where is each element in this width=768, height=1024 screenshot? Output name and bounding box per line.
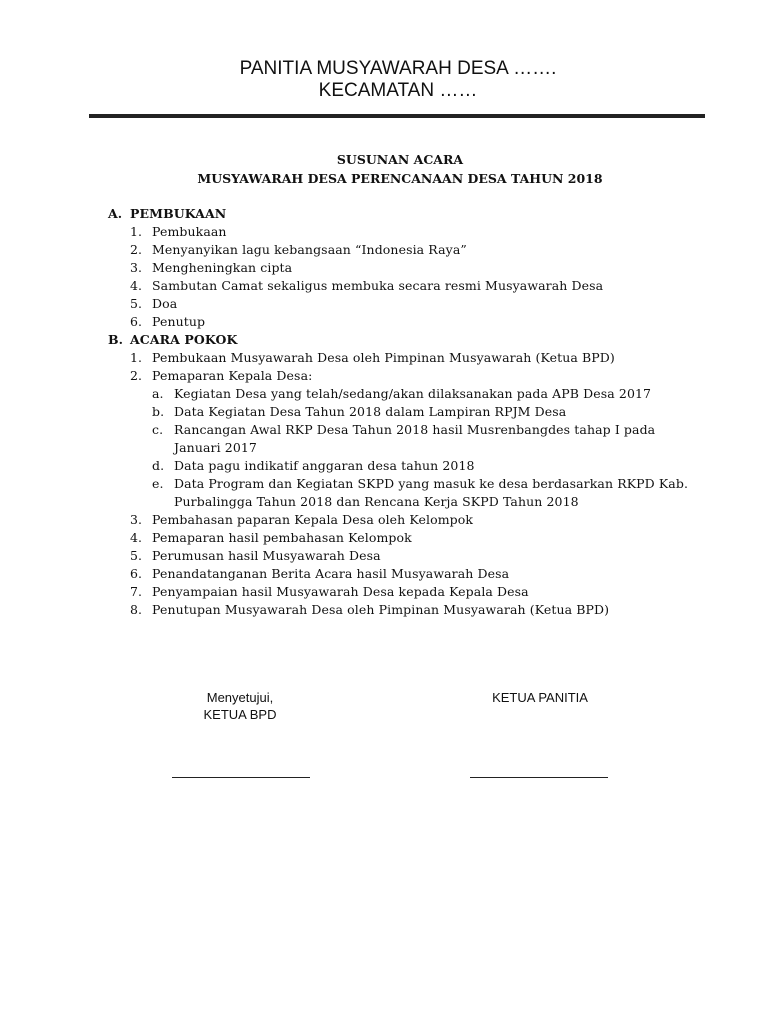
section-marker: B. [108,332,124,347]
item-text: Penandatanganan Berita Acara hasil Musyawarah Desa [152,566,510,581]
item-text: Penutup [152,314,206,329]
section-title: PEMBUKAAN [130,206,227,221]
signature-approval-label: Menyetujui, [206,690,274,705]
sub-list-item [108,475,708,511]
item-text: Doa [152,296,178,311]
item-number: 6. [130,566,143,581]
list-item [108,547,708,565]
sub-item-text: Data pagu indikatif anggaran desa tahun 2018 [174,458,475,473]
list-item [108,529,708,547]
list-item [108,511,708,529]
section-heading [108,205,708,223]
title-line-1: SUSUNAN ACARA [336,152,464,167]
item-text: Pembukaan Musyawarah Desa oleh Pimpinan Musyawarah (Ketua BPD) [152,350,615,365]
item-text: Pemaparan Kepala Desa: [152,368,313,383]
list-item [108,223,708,241]
list-item [108,349,708,367]
list-item [108,295,708,313]
signature-block-committee [470,689,610,706]
item-number: 3. [130,512,143,527]
sub-list-item [108,385,708,403]
sub-item-text: Data Kegiatan Desa Tahun 2018 dalam Lampiran RPJM Desa [174,404,567,419]
signature-bpd-title: KETUA BPD [203,707,277,722]
item-number: 6. [130,314,143,329]
list-item [108,583,708,601]
section-marker: A. [108,206,123,221]
item-number: 7. [130,584,143,599]
section-title: ACARA POKOK [130,332,238,347]
item-text: Pembahasan paparan Kepala Desa oleh Kelompok [152,512,474,527]
signature-committee-title: KETUA PANITIA [492,690,588,705]
list-item [108,259,708,277]
section-heading [108,331,708,349]
sub-list-item [108,457,708,475]
item-text: Pembukaan [152,224,227,239]
list-item [108,277,708,295]
letterhead-district: KECAMATAN …… [318,80,478,101]
item-text: Pemaparan hasil pembahasan Kelompok [152,530,412,545]
sub-item-letter: b. [152,404,165,419]
item-number: 5. [130,548,143,563]
list-item [108,313,708,331]
letterhead [0,58,768,102]
sub-item-letter: d. [152,458,165,473]
sub-item-text: Data Program dan Kegiatan SKPD yang masuk ke desa berdasarkan RKPD Kab. Purbalingga Tahun 2018 dan Rencana Kerja SKPD Tahun 2018 [174,476,689,509]
document-title [0,150,768,188]
item-text: Penutupan Musyawarah Desa oleh Pimpinan Musyawarah (Ketua BPD) [152,602,610,617]
item-number: 2. [130,242,143,257]
list-item [108,565,708,583]
item-number: 3. [130,260,143,275]
sub-item-letter: e. [152,476,164,491]
item-number: 4. [130,530,143,545]
sub-list-item [108,421,708,457]
list-item [108,601,708,619]
item-text: Mengheningkan cipta [152,260,293,275]
title-line-2: MUSYAWARAH DESA PERENCANAAN DESA TAHUN 2018 [197,171,603,186]
list-item [108,241,708,259]
sub-item-text: Rancangan Awal RKP Desa Tahun 2018 hasil Musrenbangdes tahap I pada Januari 2017 [174,422,656,455]
sub-item-letter: c. [152,422,164,437]
item-text: Sambutan Camat sekaligus membuka secara resmi Musyawarah Desa [152,278,604,293]
sub-list-item [108,403,708,421]
item-number: 2. [130,368,143,383]
signature-line-committee [470,777,608,778]
item-number: 5. [130,296,143,311]
item-number: 1. [130,350,143,365]
item-text: Perumusan hasil Musyawarah Desa [152,548,381,563]
item-number: 1. [130,224,143,239]
item-text: Menyanyikan lagu kebangsaan “Indonesia Raya” [152,242,467,257]
signature-block-bpd [170,689,310,723]
agenda-list [108,205,708,619]
item-number: 4. [130,278,143,293]
sub-item-text: Kegiatan Desa yang telah/sedang/akan dilaksanakan pada APB Desa 2017 [174,386,652,401]
letterhead-committee: PANITIA MUSYAWARAH DESA ……. [239,58,557,79]
item-text: Penyampaian hasil Musyawarah Desa kepada Kepala Desa [152,584,529,599]
list-item [108,367,708,385]
letterhead-divider [89,114,705,118]
signature-line-bpd [172,777,310,778]
sub-item-letter: a. [152,386,164,401]
item-number: 8. [130,602,143,617]
